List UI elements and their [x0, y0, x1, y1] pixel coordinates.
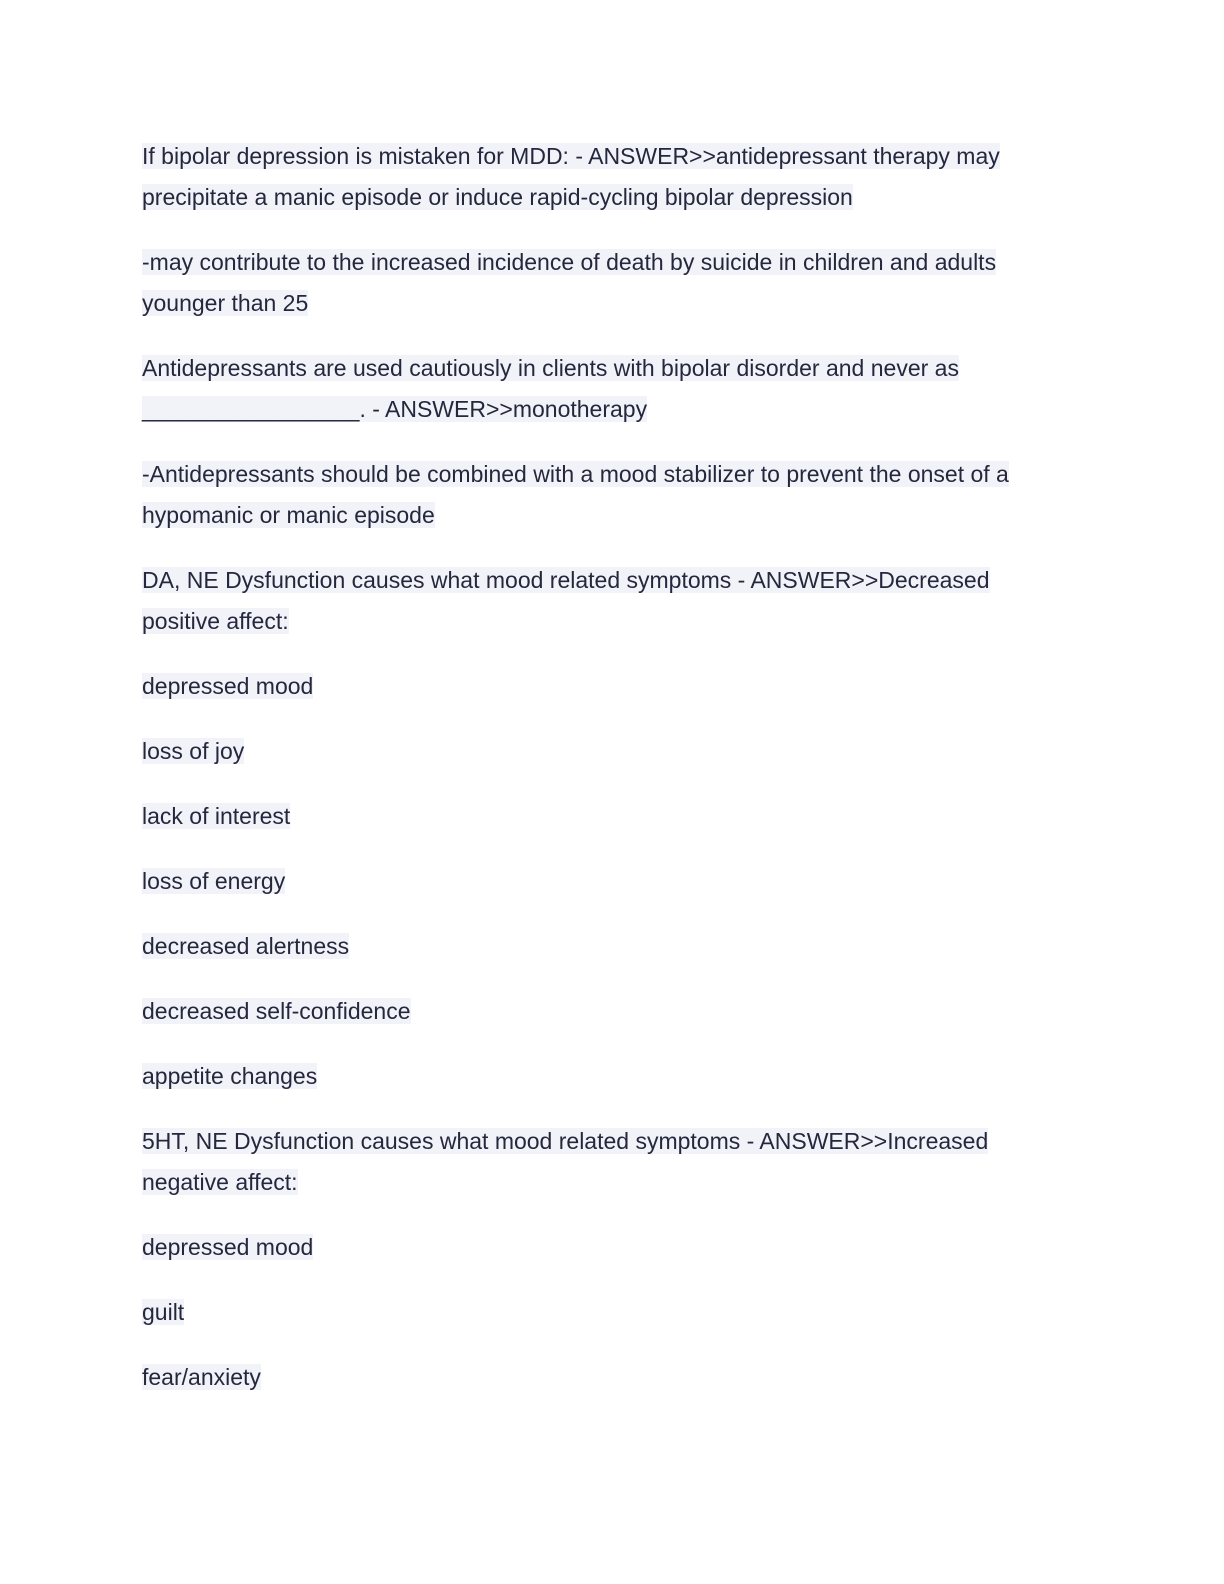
- list-item-text: decreased self-confidence: [142, 998, 411, 1024]
- list-item-text: loss of energy: [142, 868, 286, 894]
- list-item-2: [142, 731, 1062, 772]
- list-item-1: [142, 666, 1062, 707]
- paragraph-1: [142, 136, 1062, 218]
- paragraph-6: [142, 1121, 1062, 1203]
- list-item-text: depressed mood: [142, 1234, 314, 1260]
- list-item-6: [142, 991, 1062, 1032]
- paragraph-text: Antidepressants are used cautiously in clients with bipolar disorder and never as _________________. - ANSWER>>monotherapy: [142, 355, 959, 422]
- list-item-text: appetite changes: [142, 1063, 318, 1089]
- list-item-8: [142, 1227, 1062, 1268]
- paragraph-text: 5HT, NE Dysfunction causes what mood related symptoms - ANSWER>>Increased negative affect:: [142, 1128, 989, 1195]
- paragraph-text: -Antidepressants should be combined with a mood stabilizer to prevent the onset of a hypomanic or manic episode: [142, 461, 1009, 528]
- paragraph-text: If bipolar depression is mistaken for MDD: - ANSWER>>antidepressant therapy may precipitate a manic episode or induce rapid-cycling bipolar depression: [142, 143, 1000, 210]
- list-item-9: [142, 1292, 1062, 1333]
- document-body: [142, 136, 1062, 1422]
- list-item-3: [142, 796, 1062, 837]
- list-item-text: decreased alertness: [142, 933, 350, 959]
- list-item-text: fear/anxiety: [142, 1364, 261, 1390]
- list-item-7: [142, 1056, 1062, 1097]
- list-item-5: [142, 926, 1062, 967]
- list-item-10: [142, 1357, 1062, 1398]
- list-item-text: guilt: [142, 1299, 185, 1325]
- list-item-4: [142, 861, 1062, 902]
- paragraph-5: [142, 560, 1062, 642]
- list-item-text: depressed mood: [142, 673, 314, 699]
- paragraph-2: [142, 242, 1062, 324]
- paragraph-text: DA, NE Dysfunction causes what mood related symptoms - ANSWER>>Decreased positive affect:: [142, 567, 990, 634]
- paragraph-4: [142, 454, 1062, 536]
- list-item-text: lack of interest: [142, 803, 291, 829]
- list-item-text: loss of joy: [142, 738, 245, 764]
- paragraph-3: [142, 348, 1062, 430]
- paragraph-text: -may contribute to the increased incidence of death by suicide in children and adults younger than 25: [142, 249, 997, 316]
